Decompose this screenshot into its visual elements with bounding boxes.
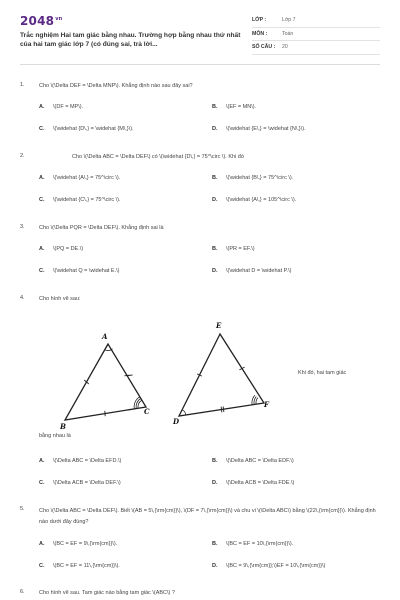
question-number: 1. [20, 82, 25, 88]
option-c[interactable]: C. \(\widehat {C\,} = 75^\circ \). [39, 197, 121, 203]
option-b[interactable]: B. \(PR = EF.\) [212, 246, 255, 252]
option-d[interactable]: D. \(\widehat {E\,} = \widehat {N\,}\). [212, 126, 306, 132]
tick-marks-def [197, 367, 245, 412]
angle-mark-c [134, 397, 141, 409]
option-b[interactable]: B. \(BC = EF = 10\,{\rm{cm}}\). [212, 541, 294, 547]
question-number: 2. [20, 153, 25, 159]
question-number: 4. [20, 295, 25, 301]
question-number: 5. [20, 506, 25, 512]
vertex-label-b: B [60, 422, 66, 430]
option-a[interactable]: A. \(DF = MP\). [39, 104, 84, 110]
page-header [0, 0, 400, 62]
option-c[interactable]: C. \(\widehat Q = \widehat E.\) [39, 268, 120, 274]
triangle-def [179, 334, 264, 416]
question-text: Cho \(\Delta ABC = \Delta DEF\) có \(\widehat {D\,} = 75^\circ \). Khi đó [72, 154, 244, 160]
question-text: Cho hình vẽ sau. Tam giác nào bằng tam giác \(ABC\) ? [39, 590, 175, 596]
vertex-label-a: A [102, 332, 108, 341]
option-d[interactable]: D. \(\Delta ACB = \Delta FDE.\) [212, 480, 295, 486]
angle-mark-d [182, 410, 186, 415]
site-logo[interactable]: $2048^{vn}$ [20, 14, 63, 28]
option-b[interactable]: B. \(EF = MN\). [212, 104, 257, 110]
meta-row-class: LỚP : Lớp 7 [252, 14, 380, 28]
question-text: Cho \(\Delta PQR = \Delta DEF\). Khẳng định sai là [39, 225, 164, 231]
vertex-label-d: D [173, 417, 180, 426]
option-c[interactable]: C. \(\widehat {D\,} = \widehat {M\,}\). [39, 126, 134, 132]
option-c[interactable]: C. \(\Delta ACB = \Delta DEF.\) [39, 480, 121, 486]
option-b[interactable]: B. \(\widehat {B\,} = 75^\circ \). [212, 175, 294, 181]
option-a[interactable]: A. \(PQ = DE.\) [39, 246, 84, 252]
vertex-label-f: F [264, 400, 269, 409]
document-title: Trắc nghiệm Hai tam giác bằng nhau. Trường hợp bằng nhau thứ nhất của hai tam giác lớp 7 (có đúng sai, trả lời... [20, 32, 241, 49]
question-number: 3. [20, 224, 25, 230]
question-4-aside-text: Khi đó, hai tam giác [298, 370, 347, 376]
option-a[interactable]: A. \(BC = EF = 9\,{\rm{cm}}\). [39, 541, 118, 547]
question-text: Cho hình vẽ sau: [39, 296, 81, 302]
header-divider [20, 64, 380, 65]
option-a[interactable]: A. \(\widehat {A\,} = 75^\circ \). [39, 175, 121, 181]
option-d[interactable]: D. \(\widehat {A\,} = 105^\circ \). [212, 197, 297, 203]
question-number: 6. [20, 589, 25, 595]
option-d[interactable]: D. \(BC = 9\,{\rm{cm}};\)EF = 10\,{\rm{cm}}\) [212, 563, 326, 569]
vertex-label-c: C [144, 407, 150, 416]
angle-mark-f [252, 395, 258, 405]
vertex-label-e: E [216, 321, 222, 330]
meta-row-subject: MÔN : Toán [252, 28, 380, 42]
option-a[interactable]: A. \(\Delta ABC = \Delta EFD.\) [39, 458, 122, 464]
question-text: Cho \(\Delta DEF = \Delta MNP\). Khẳng định nào sau đây sai? [39, 83, 193, 89]
option-b[interactable]: B. \(\Delta ABC = \Delta EDF.\) [212, 458, 294, 464]
question-text: Cho \(\Delta ABC = \Delta DEF\). Biết \(AB = 5\,{\rm{cm}}\), \(DF = 7\,{\rm{cm}}\) và chu vi \(\Delta ABC\) bằng \(22\,{\rm{cm}}\). Khẳng định nào dưới đây đúng? [39, 508, 376, 525]
question-4-tail-text: bằng nhau là [39, 433, 71, 439]
triangles-figure [60, 318, 280, 430]
option-d[interactable]: D. \(\widehat D = \widehat P.\) [212, 268, 292, 274]
meta-row-question-count: SỐ CÂU : 20 [252, 41, 380, 55]
document-meta [252, 14, 380, 55]
option-c[interactable]: C. \(BC = EF = 11\,{\rm{cm}}\). [39, 563, 120, 569]
